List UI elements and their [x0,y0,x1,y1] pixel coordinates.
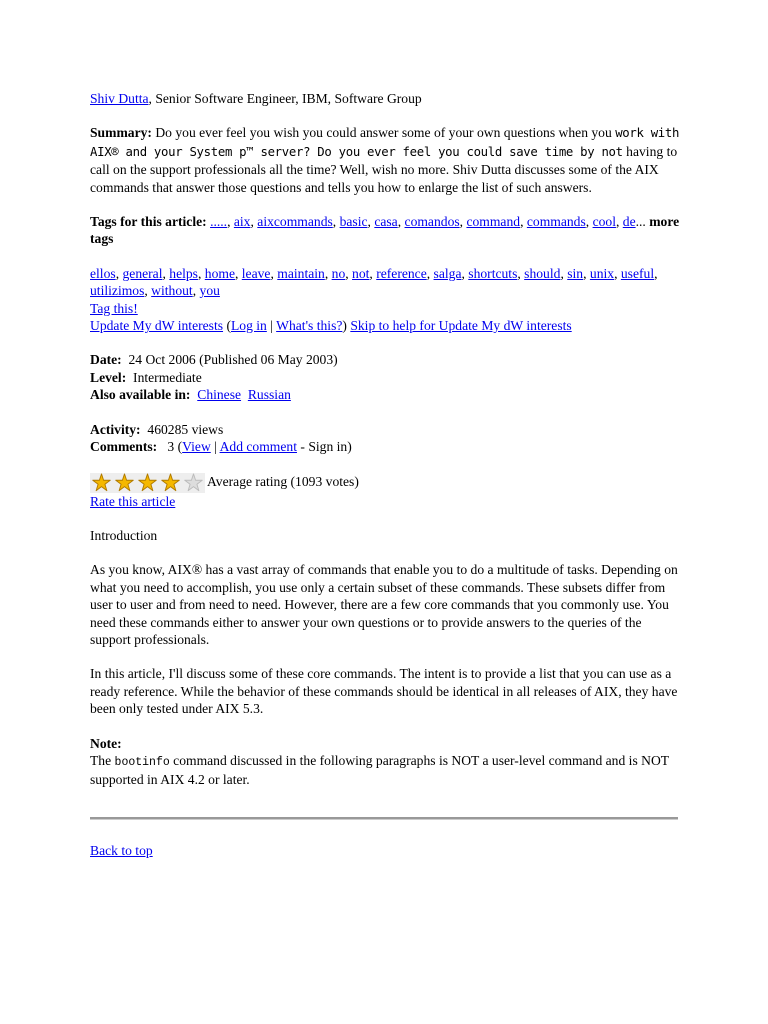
rating-text: Average rating (1093 votes) [207,473,359,489]
tag-separator: , [517,265,525,281]
available-label: Also available in: [90,387,191,403]
summary-text-1: Do you ever feel you wish you could answer some of your own questions when you [151,125,612,141]
tags-block [90,213,680,248]
summary-text-3: having to call on the support professionals all the time? Well, wish no more. Shiv Dutta discusses some of the AIX commands that answer those questions and tells you how to enlarge the list of such answers. [90,143,678,195]
date-value: 24 Oct 2006 (Published 06 May 2003) [128,352,338,368]
meta-block [90,351,680,403]
author-line [90,90,680,107]
activity-label: Activity: [90,421,141,437]
tag-separator: , [397,214,405,230]
tag-separator: , [459,214,467,230]
tag-link-more-0[interactable]: ellos [90,265,116,281]
tag-separator: , [332,214,340,230]
back-to-top-link[interactable]: Back to top [90,842,153,858]
intro-paragraph-2: In this article, I'll discuss some of these core commands. The intent is to provide a list that you can use as a ready reference. While the behavior of these commands should be identical in all releases of AIX, they have been only tested under AIX 5.3. [90,666,678,717]
rating-block [90,473,680,510]
tag-separator: , [197,265,205,281]
summary-label: Summary: [90,125,152,141]
tag-link-first-1[interactable]: aix [233,214,251,230]
intro-paragraph-1: As you know, AIX® has a vast array of commands that enable you to do a multitude of tasks. Depending on what you need to accomplish, you use only a certain subset of these commands. These subsets differ from user to user and from need to need. However, there are a few core commands that you commonly use. You need these commands either to answer your own questions or to provide answers to the queries of the support professionals. [90,562,678,647]
separator: | [270,318,273,334]
tag-link-first-4[interactable]: casa [374,214,398,230]
tag-separator: , [227,214,234,230]
note-block [90,735,680,789]
tag-separator: , [367,214,375,230]
tag-separator: , [324,265,332,281]
summary-text-2: work with AIX® and your System p™ server? Do you ever feel you could save time by not [90,126,680,159]
tag-link-more-3[interactable]: home [204,265,235,281]
rate-article-link[interactable]: Rate this article [90,493,176,509]
tag-link-more-4[interactable]: leave [241,265,271,281]
paren-close: ) [342,318,347,334]
tag-link-more-16[interactable]: without [151,283,193,299]
tag-link-first-7[interactable]: commands [526,214,586,230]
tags-label: Tags for this article: [90,214,207,230]
tag-link-more-12[interactable]: sin [567,265,584,281]
star-filled-icon[interactable] [161,473,180,492]
star-filled-icon[interactable] [138,473,157,492]
activity-block [90,421,680,456]
skip-help-link[interactable]: Skip to help for Update My dW interests [350,318,572,334]
tag-separator: , [520,214,527,230]
comments-label: Comments: [90,439,158,455]
tag-link-more-10[interactable]: shortcuts [468,265,518,281]
tags-list-more [90,266,658,298]
comments-count: 3 [167,439,175,455]
tag-separator: , [345,265,353,281]
tag-separator: , [115,265,123,281]
comments-separator: | [214,439,217,455]
tag-link-first-2[interactable]: aixcommands [257,214,333,230]
add-comment-link[interactable]: Add comment [219,439,297,455]
tag-link-first-5[interactable]: comandos [404,214,460,230]
login-link[interactable]: Log in [230,318,267,334]
sign-in-text: - Sign in) [300,439,352,455]
language-russian-link[interactable]: Russian [247,387,291,403]
tag-link-more-14[interactable]: useful [620,265,655,281]
tag-link-first-8[interactable]: cool [592,214,616,230]
star-filled-icon[interactable] [92,473,111,492]
intro-heading: Introduction [90,527,158,543]
note-label: Note: [90,735,122,751]
author-title: , Senior Software Engineer, IBM, Software Group [148,91,422,106]
tag-link-more-15[interactable]: utilizimos [90,283,145,299]
more-tags-block [90,265,680,335]
tag-separator: , [192,283,200,299]
update-interests-link[interactable]: Update My dW interests [90,318,224,334]
language-chinese-link[interactable]: Chinese [197,387,242,403]
tag-separator: , [461,265,469,281]
author-link[interactable]: Shiv Dutta [90,91,149,106]
tag-link-more-13[interactable]: unix [589,265,615,281]
tag-link-first-3[interactable]: basic [339,214,368,230]
tag-separator: , [426,265,434,281]
tag-separator: , [369,265,377,281]
star-empty-icon[interactable] [184,473,203,492]
tag-separator: , [144,283,152,299]
tags-ellipsis: ... [635,214,646,230]
tag-separator: , [654,265,658,281]
summary-block [90,124,680,196]
tag-link-first-9[interactable]: de [622,214,636,230]
paren-open: ( [226,318,231,334]
comments-paren-open: ( [177,439,183,455]
note-pre: The [90,752,115,768]
tag-separator: , [614,265,621,281]
note-code: bootinfo [114,755,170,769]
tag-link-more-9[interactable]: salga [433,265,462,281]
tag-separator: , [270,265,278,281]
tag-link-first-0[interactable]: ..... [210,214,228,230]
tag-separator: , [560,265,568,281]
tag-separator: , [234,265,242,281]
tag-link-first-6[interactable]: command [466,214,521,230]
view-comments-link[interactable]: View [182,439,211,455]
activity-value: 460285 views [147,421,224,437]
tag-link-more-2[interactable]: helps [169,265,198,281]
tag-separator: , [583,265,590,281]
more-tags-label: more tags [90,214,680,247]
level-label: Level: [90,369,127,385]
tag-separator: , [250,214,258,230]
tag-link-more-8[interactable]: reference [376,265,427,281]
tags-list-first [210,214,636,229]
whats-this-link[interactable]: What's this? [276,318,343,334]
tag-link-more-5[interactable]: maintain [277,265,325,281]
tag-this-link[interactable]: Tag this! [90,300,138,316]
note-post: command discussed in the following paragraphs is NOT a user-level command and is NOT supported in AIX 4.2 or later. [90,752,669,788]
article-page [90,90,680,859]
tag-separator: , [585,214,593,230]
tag-link-more-1[interactable]: general [122,265,163,281]
star-filled-icon[interactable] [115,473,134,492]
tag-separator: , [162,265,170,281]
tag-link-more-7[interactable]: not [352,265,370,281]
horizontal-divider [90,817,678,820]
tag-link-more-17[interactable]: you [199,283,220,299]
level-value: Intermediate [133,369,202,385]
star-rating[interactable] [90,473,205,493]
tag-link-more-11[interactable]: should [524,265,561,281]
date-label: Date: [90,352,122,368]
tag-link-more-6[interactable]: no [331,265,346,281]
tag-separator: , [615,214,623,230]
